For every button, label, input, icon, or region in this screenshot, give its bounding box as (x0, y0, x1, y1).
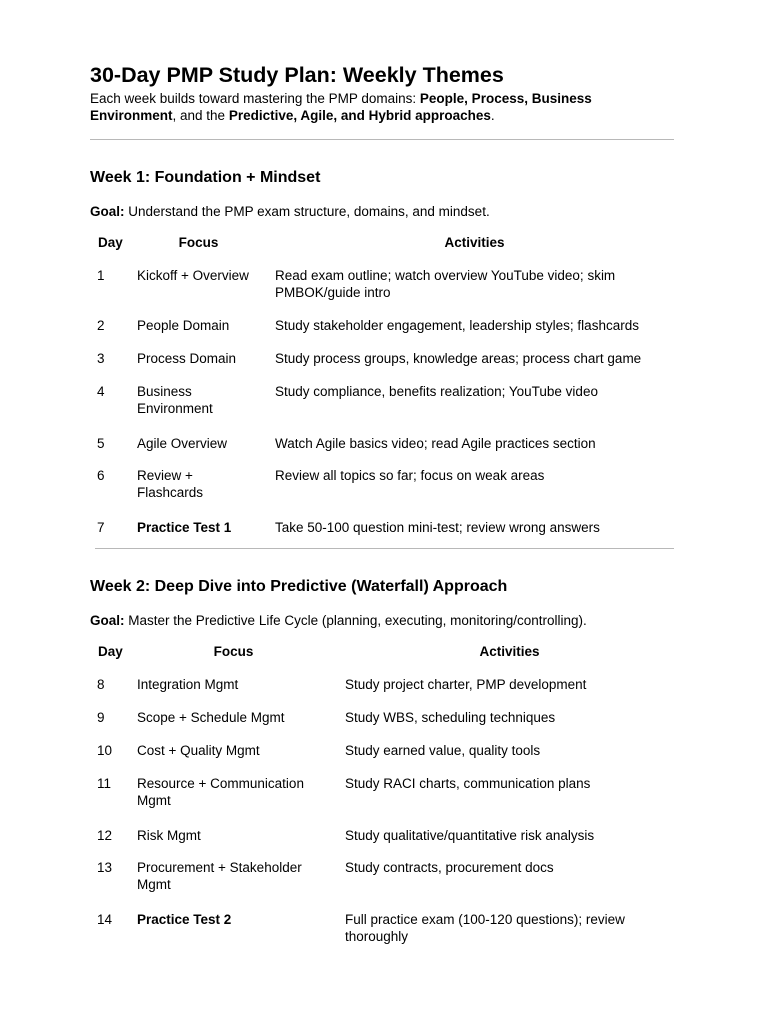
focus-cell: Agile Overview (137, 436, 228, 451)
activities-cell: Full practice exam (100-120 questions); review thoroughly (345, 912, 625, 944)
week-1-goal (90, 203, 680, 220)
focus-cell: Integration Mgmt (137, 677, 239, 692)
goal-text: Understand the PMP exam structure, domains, and mindset. (124, 204, 490, 219)
goal-text: Master the Predictive Life Cycle (planning, executing, monitoring/controlling). (124, 613, 587, 628)
activities-cell: Study contracts, procurement docs (345, 860, 554, 875)
table-row (90, 351, 674, 384)
table-row (90, 520, 674, 548)
day-cell: 3 (97, 351, 105, 366)
day-cell: 11 (97, 776, 112, 791)
header-day: Day (98, 644, 123, 659)
day-cell: 8 (97, 677, 105, 692)
document-title: 30-Day PMP Study Plan: Weekly Themes (90, 63, 504, 87)
activities-cell: Review all topics so far; focus on weak areas (275, 468, 545, 483)
focus-cell: Scope + Schedule Mgmt (137, 710, 285, 725)
table-row (90, 776, 674, 828)
focus-cell: Resource + Communication Mgmt (137, 776, 304, 808)
activities-cell: Study project charter, PMP development (345, 677, 587, 692)
table-row (90, 912, 674, 952)
focus-cell: Procurement + Stakeholder Mgmt (137, 860, 302, 892)
focus-cell: Risk Mgmt (137, 828, 201, 843)
focus-cell: People Domain (137, 318, 230, 333)
focus-cell: Review + Flashcards (137, 468, 204, 500)
focus-cell: Practice Test 1 (137, 520, 232, 535)
activities-cell: Watch Agile basics video; read Agile practices section (275, 436, 596, 451)
activities-cell: Read exam outline; watch overview YouTube video; skim PMBOK/guide intro (275, 268, 616, 300)
header-day: Day (98, 235, 123, 250)
goal-label: Goal: (90, 613, 125, 628)
table-header-row (90, 644, 674, 677)
activities-cell: Study qualitative/quantitative risk analysis (345, 828, 595, 843)
header-focus: Focus (213, 644, 254, 659)
day-cell: 10 (97, 743, 113, 758)
day-cell: 5 (97, 436, 105, 451)
activities-cell: Study compliance, benefits realization; YouTube video (275, 384, 598, 399)
document (90, 62, 680, 952)
activities-cell: Study RACI charts, communication plans (345, 776, 591, 791)
table-row (90, 268, 674, 318)
table-row (90, 318, 674, 351)
divider (90, 139, 674, 140)
focus-cell: Practice Test 2 (137, 912, 232, 927)
table-row (90, 710, 674, 743)
day-cell: 9 (97, 710, 105, 725)
focus-cell: Kickoff + Overview (137, 268, 249, 283)
table-row (90, 860, 674, 912)
activities-cell: Study stakeholder engagement, leadership styles; flashcards (275, 318, 639, 333)
table-row (90, 384, 674, 436)
header-activities: Activities (479, 644, 540, 659)
table-header-row (90, 235, 674, 268)
week-1-heading: Week 1: Foundation + Mindset (90, 169, 321, 186)
intro-approaches: Predictive, Agile, and Hybrid approaches (228, 108, 491, 123)
day-cell: 7 (97, 520, 105, 535)
focus-cell: Cost + Quality Mgmt (137, 743, 260, 758)
header-focus: Focus (178, 235, 219, 250)
week-2-goal (90, 612, 680, 629)
activities-cell: Study process groups, knowledge areas; process chart game (275, 351, 642, 366)
activities-cell: Study WBS, scheduling techniques (345, 710, 556, 725)
intro-text: . (490, 108, 495, 123)
header-activities: Activities (444, 235, 505, 250)
table-row (90, 677, 674, 710)
week-2-heading: Week 2: Deep Dive into Predictive (Waterfall) Approach (90, 578, 508, 595)
table-row (90, 743, 674, 776)
intro-text: , and the (172, 108, 229, 123)
table-row (90, 468, 674, 520)
day-cell: 4 (97, 384, 105, 399)
week-1-table (90, 235, 674, 548)
day-cell: 12 (97, 828, 113, 843)
day-cell: 1 (97, 268, 105, 283)
day-cell: 6 (97, 468, 105, 483)
intro-paragraph (90, 90, 680, 124)
divider (95, 548, 674, 549)
activities-cell: Take 50-100 question mini-test; review wrong answers (275, 520, 600, 535)
day-cell: 2 (97, 318, 105, 333)
focus-cell: Business Environment (137, 384, 213, 416)
table-row (90, 828, 674, 860)
table-row (90, 436, 674, 468)
activities-cell: Study earned value, quality tools (345, 743, 541, 758)
goal-label: Goal: (90, 204, 125, 219)
intro-text: Each week builds toward mastering the PMP domains: (90, 91, 420, 106)
intro-domains: People, Process, Business Environment (90, 91, 592, 123)
week-2-table (90, 644, 674, 952)
focus-cell: Process Domain (137, 351, 237, 366)
day-cell: 14 (97, 912, 113, 927)
day-cell: 13 (97, 860, 113, 875)
